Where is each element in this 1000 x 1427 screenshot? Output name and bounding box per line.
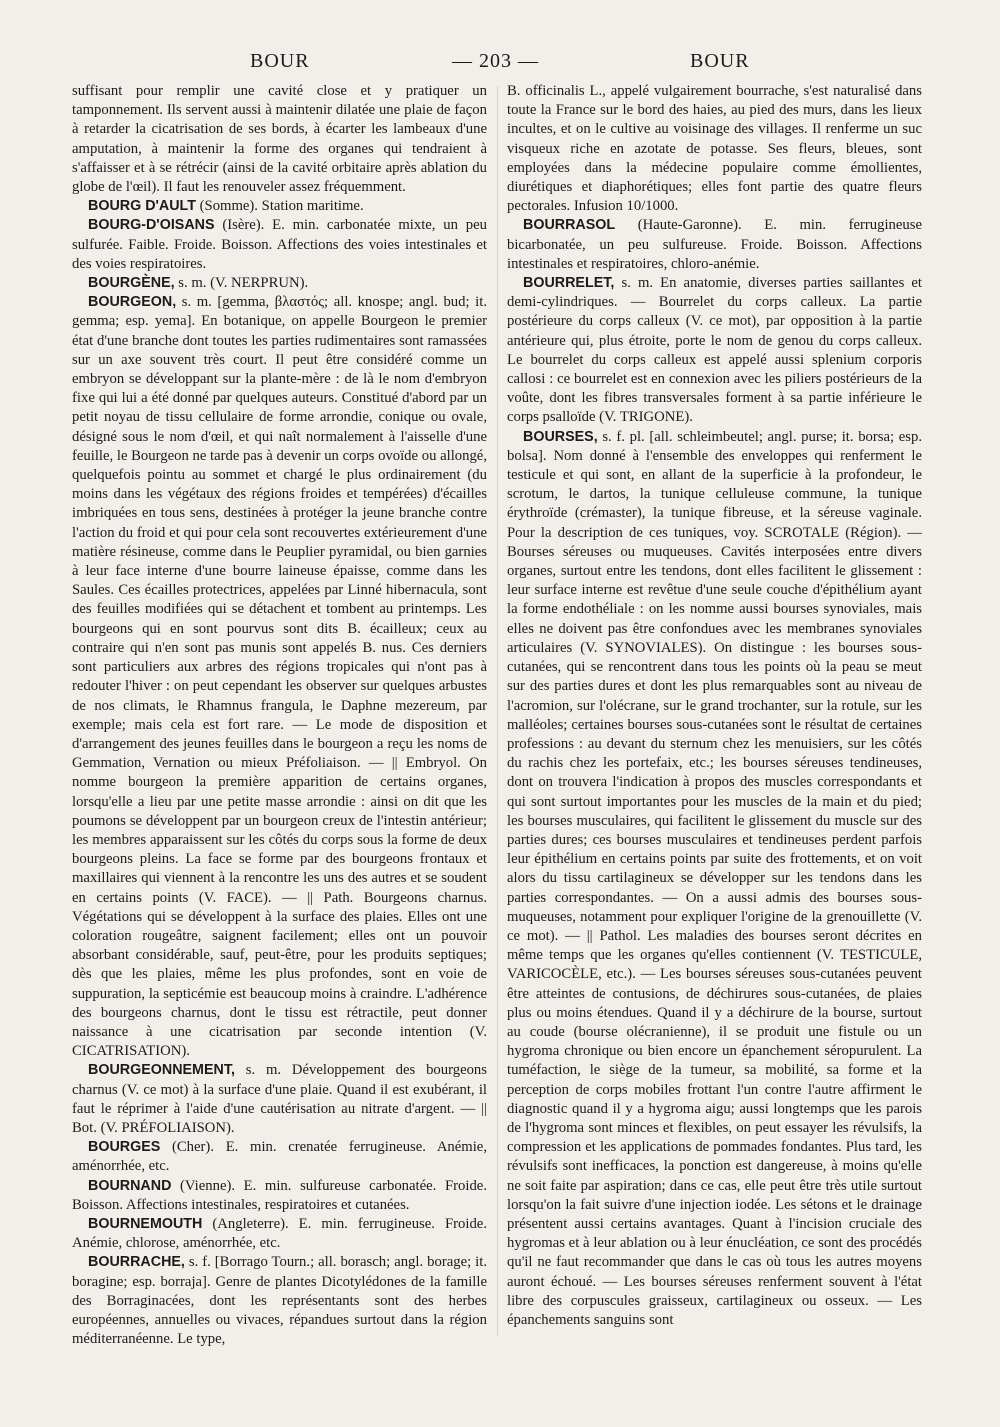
entry-text: s. m. Développement des bourgeons charnus (V. ce mot) à la surface d'une plaie. Quand il est exubérant, il faut le réprimer à l'aide d'une cautérisation au nitrate d'argent. — || Bot. (V. PRÉFOLIAISON). [72,1062,487,1136]
entry-text: suffisant pour remplir une cavité close et y pratiquer un tamponnement. Ils servent aussi à maintenir dilatée une plaie de façon à retarder la cicatrisation de ses bords, à écarter les lambeaux d'une amputation, à maintenir la forme des organes qui tendraient à s'affaisser et à se rétrécir (ainsi de la cavité orbitaire après ablation du globe de l'œil). Il faut les renouveler assez fréquemment. [72,83,487,196]
entry-text: (Isère). E. min. carbonatée mixte, un peu sulfurée. Faible. Froide. Boisson. Affections des voies intestinales et des voies respiratoires. [72,217,487,272]
entry [72,1061,487,1138]
entry-text: s. m. [gemma, βλαστός; all. knospe; angl. bud; it. gemma; esp. yema]. En botanique, on appelle Bourgeon le premier état d'une branche dont toutes les parties rudimentaires sont ramassées sur un axe souvent très court. Il peut être considéré comme un embryon se développant sur la plante-mère : de là le nom d'embryon fixe qui lui a été donné par quelques auteurs. Constitué d'abord par un petit noyau de tissu cellulaire de forme arrondie, conique ou ovale, désigné sous le nom d'œil, et qui naît normalement à l'aisselle d'une feuille, le Bourgeon ne tarde pas à devenir un corps ovoïde ou allongé, quelquefois pointu au sommet et chargé le plus ordinairement (du moins dans les végétaux des régions froides et tempérées) d'écailles imbriquées en tous sens, destinées à protéger la jeune branche contre l'action du froid et qui pour cela sont recouvertes extérieurement d'une matière résineuse, comme dans le Peuplier pyramidal, ou bien garnies à leur face interne d'une bourre laineuse épaisse, comme dans les Saules. Ces écailles protectrices, appelées par Linné hibernacula, sont des feuilles modifiées qui se détachent et tombent au printemps. Les bourgeons qui en sont pourvus sont dits B. écailleux; ceux au contraire qui n'en sont pas munis sont appelés B. nus. Ces derniers sont particuliers aux arbres des régions tropicales qui n'ont pas à redouter l'hiver : on peut cependant les observer sur quelques arbustes de nos climats, le Rhamnus frangula, le Daphne mezereum, par exemple; mais cela est fort rare. — Le mode de disposition et d'arrangement des jeunes feuilles dans le bourgeon a reçu les noms de Gemmation, Vernation ou mieux Préfoliaison. — || Embryol. On nomme bourgeon la première apparition de certains organes, lorsqu'elle a lieu par une petite masse arrondie : ainsi on dit que les poumons se développent par un bourgeon creux de l'intestin antérieur; les membres apparaissent sur les côtés du corps sous la forme de deux bourgeons pleins. La face se forme par des bourgeons frontaux et maxillaires qui viennent à la rencontre les uns des autres et se soudent en certains points (V. FACE). — || Path. Bourgeons charnus. Végétations qui se développent à la surface des plaies. Elles ont une coloration rougeâtre, saignent facilement; elles ont un pouvoir absorbant considérable, sauf, peut-être, pour les produits septiques; dès que les plaies, même les plus profondes, sont en voie de suppuration, la septicémie est beaucoup moins à craindre. L'adhérence des bourgeons charnus, dont le tissu est rétractile, peut donner naissance à une cicatrisation par seconde intention (V. CICATRISATION). [72,294,487,1060]
entry [72,293,487,1061]
headword: BOURRELET, [523,275,615,292]
headword: BOURGEON, [88,294,177,311]
entry-text: B. officinalis L., appelé vulgairement bourrache, s'est naturalisé dans toute la France sur le bord des haies, au pied des murs, dans les lieux incultes, et on le cultive au voisinage des villages. Il renferme un suc visqueux riche en azotate de potasse. Ses fleurs, bleues, sont employées dans la médecine populaire comme émollientes, diurétiques et diaphorétiques; elles font partie des quatre fleurs pectorales. Infusion 10/1000. [507,83,922,215]
entry-text: s. m. En anatomie, diverses parties saillantes et demi-cylindriques. — Bourrelet du corps calleux. La partie postérieure du corps calleux (V. ce mot), par opposition à la partie antérieure qui, plus étroite, porte le nom de genou du corps calleux. Le bourrelet du corps calleux est appelé aussi splenium corporis callosi : ce bourrelet est en connexion avec les piliers postérieurs de la voûte, dont les fibres transversales forment à sa partie inférieure le corps psalloïde (V. TRIGONE). [507,275,922,426]
headword: BOURG-D'OISANS [88,217,215,234]
headword: BOURNEMOUTH [88,1215,203,1232]
running-head-right: BOUR [690,50,750,72]
entry-text: s. m. (V. NERPRUN). [174,275,309,292]
headword: BOURGES [88,1139,161,1156]
entry-text: (Somme). Station maritime. [195,198,364,215]
page-number: — 203 — [452,50,539,72]
entry [72,1138,487,1176]
entry-text: (Cher). E. min. crenatée ferrugineuse. Anémie, aménorrhée, etc. [72,1139,487,1175]
entry [72,216,487,274]
running-head-left: BOUR [250,50,310,72]
headword: BOURNAND [88,1177,172,1194]
entry-text: (Haute-Garonne). E. min. ferrugineuse bicarbonatée, un peu sulfureuse. Froide. Boisson. Affections intestinales et respiratoires, chloro-anémie. [507,217,922,272]
entry-text: s. f. pl. [all. schleimbeutel; angl. purse; it. borsa; esp. bolsa]. Nom donné à l'ensemble des enveloppes qui renferment le testicule et qui sont, en allant de la superficie à la profondeur, le scrotum, le dartos, la tunique celluleuse commune, la tunique érythroïde (crémaster), la tunique fibreuse, et la séreuse vaginale. Pour la description de ces tuniques, voy. SCROTALE (Région). — Bourses séreuses ou muqueuses. Cavités interposées entre divers organes, surtout entre les tendons, dont elles facilitent le glissement : leur surface interne est revêtue d'une seule couche d'épithélium ayant la forme endothéliale : on les nomme aussi bourses synoviales, mais elles ne doivent pas être confondues avec les membranes synoviales articulaires (V. SYNOVIALES). On distingue : les bourses sous-cutanées, qui se rencontrent dans tous les points où la peau se meut sur des parties dures et dont les plus remarquables sont au niveau de l'acromion, sur l'olécrane, sur le grand trochanter, sur la rotule, sur les malléoles; certaines bourses sous-cutanées sont le résultat de certaines professions : au devant du sternum chez les menuisiers, sur les côtés du rachis chez les portefaix, etc.; les bourses séreuses tendineuses, dont on trouvera l'indication à propos des muscles correspondants et qui sont surtout importantes pour les muscles de la main et du pied; les bourses musculaires, qui facilitent le glissement du muscle sur des parties dures; ces bourses musculaires et tendineuses perdent parfois leur épithélium en certains points par suite des frottements, et on voit alors du tissu cartilagineux se développer sur les tendons dans les parties correspondantes. — On a aussi admis des bourses sous-muqueuses, notamment pour expliquer l'origine de la grenouillette (V. ce mot). — || Pathol. Les maladies des bourses seront décrites en même temps que les organes qu'elles contiennent (V. TESTICULE, VARICOCÈLE, etc.). — Les bourses séreuses sous-cutanées peuvent être atteintes de contusions, de déchirures sous-cutanées, de plaies plus ou moins étendues. Quand il y a déchirure de la bourse, surtout au coude (bourse olécranienne), il se produit une fistule ou un hygroma chronique ou bien encore un épanchement séropurulent. La tuméfaction, le siège de la tumeur, sa mobilité, sa forme et la perception de corps mobiles frottant l'un contre l'autre affirment le diagnostic quand il y a hygroma aigu; aussi longtemps que les parois de l'hygroma sont minces et flexibles, on peut essayer les révulsifs, la compression et les applications de pommades fondantes. Plus tard, les révulsifs sont inefficaces, la ponction est dangereuse, à moins qu'elle ne soit faite par aspiration; dans ce cas, elle peut être très utile surtout lorsqu'on la fait suivre d'une injection iodée. Les sétons et le drainage présentent aussi certains avantages. Quant à l'incision cruciale des hygromas et à leur ablation ou à leur énucléation, ce sont des procédés qu'il ne faut recommander que dans le cas où tous les autres moyens auront échoué. — Les bourses séreuses renferment souvent à l'état libre des corpuscules graisseux, cartilagineux ou osseux. — Les épanchements sanguins sont [507,428,922,1328]
entry [507,428,922,1331]
right-column [507,82,922,1330]
headword: BOURSES, [523,428,598,445]
entry [72,1177,487,1215]
headword: BOURRASOL [523,217,616,234]
column-divider [497,86,498,1336]
entry [507,274,922,428]
entry-text: (Vienne). E. min. sulfureuse carbonatée. Froide. Boisson. Affections intestinales, respiratoires et cutanées. [72,1177,487,1213]
entry-text: (Angleterre). E. min. ferrugineuse. Froide. Anémie, chlorose, aménorrhée, etc. [72,1215,487,1252]
headword: BOURGEONNEMENT, [88,1062,235,1079]
entry-text: s. f. [Borrago Tourn.; all. borasch; angl. borage; it. boragine; esp. borraja]. Genre de plantes Dicotylédones de la famille des Borraginacées, dont les représentants sont des herbes européennes, annuelles ou vivaces, répandues surtout dans la région méditerranéenne. Le type, [72,1254,487,1348]
entry [72,1253,487,1349]
entry [72,1215,487,1253]
entry [72,197,487,216]
headword: BOURG D'AULT [88,198,196,215]
entry [507,216,922,274]
headword: BOURRACHE, [88,1254,185,1271]
left-column [72,82,487,1349]
entry-continuation [507,82,922,216]
entry [72,274,487,293]
headword: BOURGÈNE, [88,275,175,292]
entry-continuation [72,82,487,197]
